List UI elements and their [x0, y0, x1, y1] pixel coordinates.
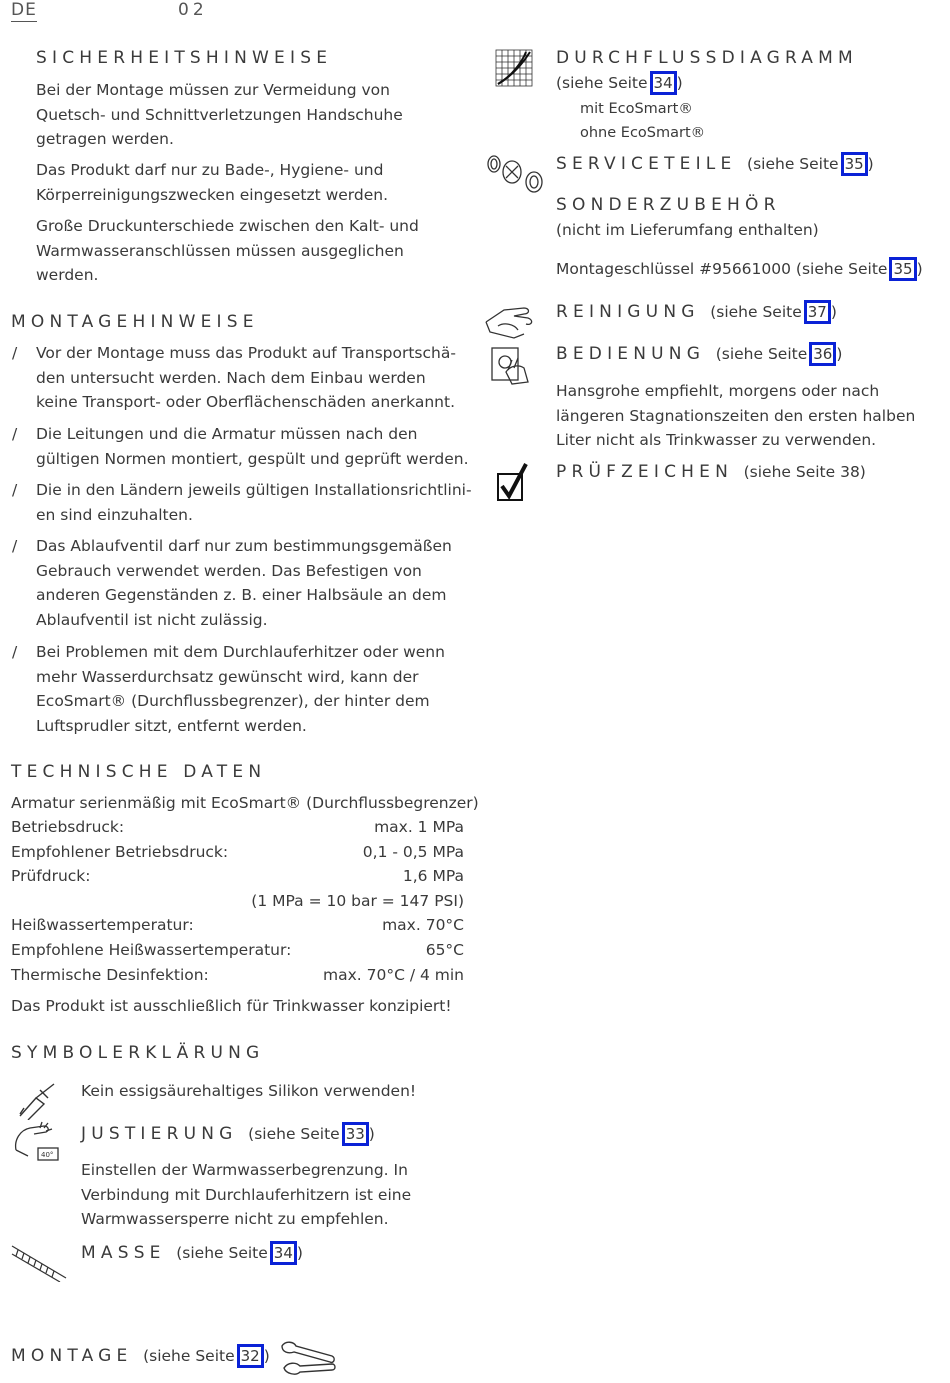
- text-line: anderen Gegenständen z. B. einer Halbsäule an dem: [36, 586, 447, 605]
- page-number: 02: [178, 0, 208, 20]
- text-line: Die Leitungen und die Armatur müssen nach den: [36, 425, 418, 443]
- page-ref-link[interactable]: 32: [237, 1344, 264, 1368]
- justierung-text: [81, 1158, 411, 1232]
- justierung-title: JUSTIERUNG: [81, 1124, 238, 1144]
- tech-row: [11, 963, 464, 988]
- bullet-slash: /: [12, 344, 18, 362]
- bedienung-heading: [556, 342, 842, 366]
- flow-diagram-icon: [494, 48, 534, 88]
- page-ref-close: ): [263, 1347, 270, 1365]
- sicherheit-paragraph-1: [36, 78, 403, 152]
- bedienung-title: BEDIENUNG: [556, 344, 706, 364]
- montage-bullet-5: [12, 640, 445, 738]
- page-ref-close: ): [830, 303, 837, 321]
- text-line: Luftsprudler sitzt, entfernt werden.: [36, 716, 307, 735]
- tech-value: (1 MPa = 10 bar = 147 PSI): [251, 891, 464, 910]
- text-line: Die in den Ländern jeweils gültigen Installationsrichtlini-: [36, 481, 472, 499]
- montage-bullet-1: [12, 341, 456, 415]
- language-code: DE: [11, 0, 37, 20]
- tech-value: max. 70°C: [382, 916, 464, 935]
- reinigung-title: REINIGUNG: [556, 302, 700, 322]
- tech-row: [11, 913, 464, 938]
- sonder-item: [556, 257, 923, 282]
- sonder-item-text: Montageschlüssel #95661000 (siehe Seite: [556, 260, 888, 278]
- text-line: längeren Stagnationszeiten den ersten halben: [556, 406, 916, 425]
- text-line: Körperreinigungszwecken eingesetzt werden.: [36, 185, 389, 204]
- service-parts-icon: [484, 152, 546, 194]
- text-line: EcoSmart® (Durchflussbegrenzer), der hinter dem: [36, 692, 430, 711]
- text-line: gültigen Normen montiert, gespült und geprüft werden.: [36, 449, 469, 468]
- montage-bullet-2: [12, 422, 469, 471]
- page-ref-close: ): [867, 155, 874, 173]
- page-ref-link[interactable]: 37: [804, 300, 831, 324]
- page-ref-close: ): [916, 260, 923, 278]
- page-ref-label: (siehe Seite 38): [743, 463, 866, 481]
- service-heading: [556, 152, 874, 176]
- page-ref-link[interactable]: 36: [809, 342, 836, 366]
- tech-row: [11, 864, 464, 889]
- section-title-technische-daten: TECHNISCHE DATEN: [11, 762, 267, 782]
- silikon-text: Kein essigsäurehaltiges Silikon verwenden!: [81, 1082, 417, 1100]
- page-ref-label: (siehe Seite: [710, 303, 802, 321]
- page-ref-link[interactable]: 34: [270, 1241, 297, 1265]
- page-ref-link[interactable]: 33: [342, 1122, 369, 1146]
- text-line: getragen werden.: [36, 130, 174, 149]
- text-line: Große Druckunterschiede zwischen den Kalt- und: [36, 217, 419, 235]
- page-ref-label: (siehe Seite: [715, 345, 808, 363]
- text-line: Warmwasseranschlüssen müssen ausgeglichen: [36, 241, 404, 260]
- hansgrohe-hinweis: [556, 379, 915, 453]
- text-line: Bei Problemen mit dem Durchlauferhitzer oder wenn: [36, 643, 445, 661]
- text-line: den untersucht werden. Nach dem Einbau werden: [36, 368, 426, 387]
- bullet-slash: /: [12, 481, 18, 499]
- silicone-gun-icon: [14, 1080, 62, 1120]
- checkmark-box-icon: [496, 462, 530, 504]
- text-line: Bei der Montage müssen zur Vermeidung von: [36, 81, 390, 99]
- text-line: Liter nicht als Trinkwasser zu verwenden.: [556, 431, 877, 450]
- text-line: keine Transport- oder Oberflächenschäden anerkannt.: [36, 393, 456, 412]
- tech-value: 65°C: [425, 940, 464, 959]
- page-ref-label: (siehe Seite: [747, 155, 839, 173]
- page-ref-link[interactable]: 35: [889, 257, 916, 281]
- text-line: mehr Wasserdurchsatz gewünscht wird, kann der: [36, 667, 419, 686]
- page-ref-close: ): [676, 74, 683, 92]
- text-line: Gebrauch verwendet werden. Das Befestigen von: [36, 561, 422, 580]
- page-ref-link[interactable]: 35: [841, 152, 868, 176]
- reinigung-heading: [556, 300, 837, 324]
- justierung-heading: [81, 1122, 375, 1146]
- text-line: Vor der Montage muss das Produkt auf Transportschä-: [36, 344, 456, 362]
- sicherheit-paragraph-2: [36, 158, 388, 207]
- ruler-icon: [10, 1240, 68, 1282]
- cleaning-hand-icon: [484, 302, 544, 342]
- montage-bullet-4: [12, 534, 452, 632]
- text-line: Einstellen der Warmwasserbegrenzung. In: [81, 1161, 408, 1179]
- text-line: Ablaufventil ist nicht zulässig.: [36, 610, 268, 629]
- wrench-icon: [278, 1338, 338, 1376]
- page-ref-label: (siehe Seite: [143, 1347, 235, 1365]
- page-ref-label: (siehe Seite: [248, 1125, 340, 1143]
- adjustment-hand-icon: [12, 1120, 62, 1164]
- bullet-slash: /: [12, 537, 18, 555]
- sicherheit-paragraph-3: [36, 214, 419, 288]
- bullet-slash: /: [12, 425, 18, 443]
- operation-hand-icon: [488, 342, 532, 386]
- tech-label: Empfohlener Betriebsdruck:: [11, 842, 229, 861]
- page-ref-label: (siehe Seite: [176, 1244, 268, 1262]
- tech-label: Heißwassertemperatur:: [11, 916, 194, 935]
- pruef-title: PRÜFZEICHEN: [556, 462, 733, 482]
- section-title-sicherheit: SICHERHEITSHINWEISE: [36, 48, 333, 68]
- page-ref-link[interactable]: 34: [650, 71, 677, 95]
- text-line: Verbindung mit Durchlauferhitzern ist eine: [81, 1185, 412, 1204]
- durchfluss-title: DURCHFLUSSDIAGRAMM: [556, 48, 858, 68]
- text-line: Hansgrohe empfiehlt, morgens oder nach: [556, 382, 880, 400]
- durchfluss-sub-2: ohne EcoSmart®: [580, 125, 706, 141]
- tech-value: max. 70°C / 4 min: [322, 965, 464, 984]
- tech-value: 1,6 MPa: [402, 867, 464, 886]
- durchfluss-sub-1: mit EcoSmart®: [580, 101, 693, 117]
- text-line: Warmwassersperre nicht zu empfehlen.: [81, 1210, 389, 1229]
- masse-title: MASSE: [81, 1243, 166, 1263]
- tech-label: Empfohlene Heißwassertemperatur:: [11, 940, 292, 959]
- masse-heading: [81, 1241, 303, 1265]
- tech-table: [11, 815, 464, 987]
- text-line: Quetsch- und Schnittverletzungen Handschuhe: [36, 105, 403, 124]
- tech-label: Thermische Desinfektion:: [11, 965, 209, 984]
- montage-title: MONTAGE: [11, 1346, 133, 1366]
- tech-row: [11, 815, 464, 840]
- pruef-heading: [556, 461, 866, 483]
- bullet-slash: /: [12, 643, 18, 661]
- page-ref-close: ): [296, 1244, 303, 1262]
- tech-value: max. 1 MPa: [374, 818, 464, 836]
- tech-value: 0,1 - 0,5 MPa: [362, 842, 464, 861]
- tech-note: Das Produkt ist ausschließlich für Trinkwasser konzipiert!: [11, 997, 452, 1015]
- tech-row: [11, 938, 464, 963]
- text-line: werden.: [36, 266, 99, 285]
- page-ref-close: ): [836, 345, 843, 363]
- montage-bullet-3: [12, 478, 472, 527]
- text-line: en sind einzuhalten.: [36, 505, 193, 524]
- sonder-title: SONDERZUBEHÖR: [556, 195, 781, 215]
- montage-heading: [11, 1344, 270, 1368]
- text-line: Das Ablaufventil darf nur zum bestimmungsgemäßen: [36, 537, 452, 555]
- service-title: SERVICETEILE: [556, 154, 737, 174]
- page-ref-label: (siehe Seite: [556, 74, 648, 92]
- tech-row: [11, 889, 464, 914]
- section-title-symbole: SYMBOLERKLÄRUNG: [11, 1043, 265, 1063]
- text-line: Das Produkt darf nur zu Bade-, Hygiene- und: [36, 161, 384, 179]
- sonder-sub: (nicht im Lieferumfang enthalten): [556, 221, 819, 239]
- tech-label: Betriebsdruck:: [11, 818, 125, 836]
- page-ref-close: ): [368, 1125, 375, 1143]
- tech-row: [11, 840, 464, 865]
- tech-label: Prüfdruck:: [11, 867, 91, 886]
- durchfluss-ref: [556, 71, 683, 96]
- tech-intro: Armatur serienmäßig mit EcoSmart® (Durchflussbegrenzer): [11, 794, 479, 812]
- section-title-montagehinweise: MONTAGEHINWEISE: [11, 312, 259, 332]
- svg-text:40°: 40°: [41, 1151, 54, 1159]
